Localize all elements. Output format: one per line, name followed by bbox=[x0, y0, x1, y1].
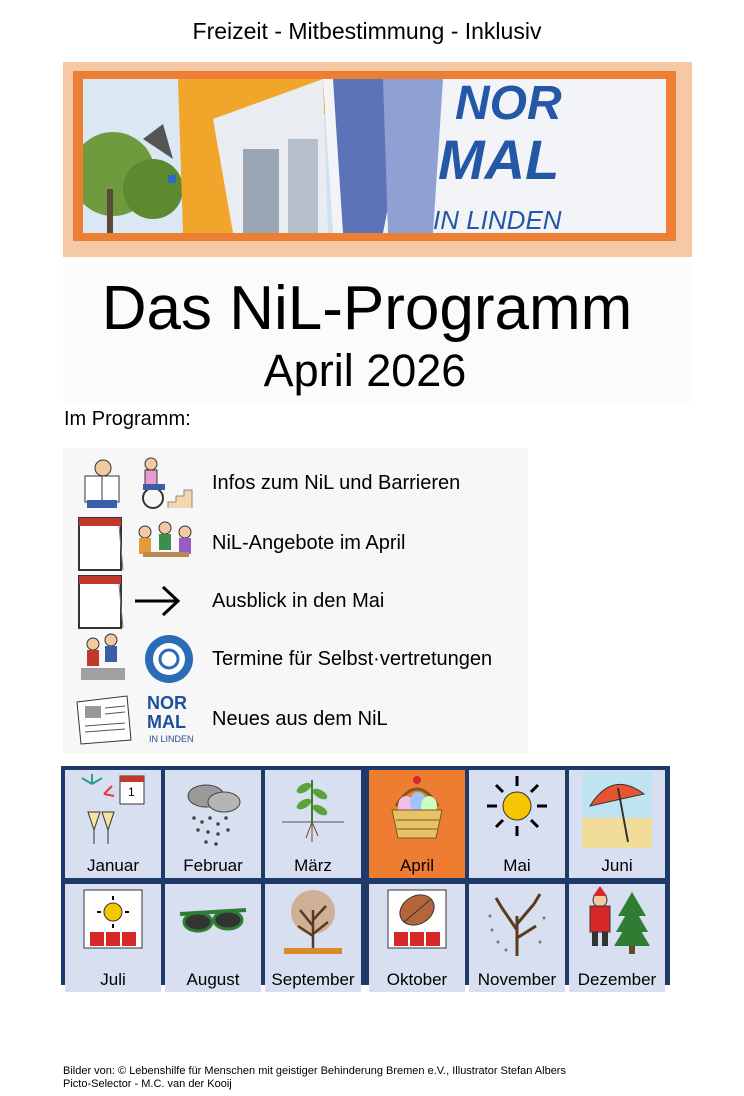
sun-icon bbox=[482, 772, 552, 852]
agenda-item bbox=[63, 572, 528, 630]
month-calendar bbox=[61, 766, 670, 989]
group-table-icon bbox=[139, 522, 191, 557]
month-label: April bbox=[399, 856, 434, 875]
month-dezember[interactable] bbox=[569, 884, 665, 992]
banner-sign-line2: MAL bbox=[438, 128, 560, 191]
agenda-item bbox=[63, 630, 528, 688]
month-label: März bbox=[294, 856, 332, 875]
month-label: Februar bbox=[183, 856, 243, 875]
month-label: November bbox=[477, 970, 557, 989]
arrow-right-icon bbox=[135, 587, 178, 615]
month-label: September bbox=[271, 970, 355, 989]
month-label: Juli bbox=[100, 970, 126, 989]
month-label: Dezember bbox=[577, 970, 657, 989]
calendar-icon bbox=[79, 518, 123, 570]
agenda-item bbox=[63, 514, 528, 572]
credits-line: Picto-Selector - M.C. van der Kooij bbox=[63, 1078, 232, 1090]
tagline: Freizeit - Mitbestimmung - Inklusiv bbox=[192, 18, 542, 44]
fireworks-calendar-icon bbox=[78, 772, 148, 852]
self-advocacy-seal-icon bbox=[145, 635, 193, 683]
credits-line: Bilder von: © Lebenshilfe für Menschen mit geistiger Behinderung Bremen e.V., Illustrator Stefan Albers bbox=[63, 1065, 566, 1077]
svg-text:1: 1 bbox=[128, 785, 135, 799]
banner-frame bbox=[63, 62, 692, 257]
banner-sign-line3: IN LINDEN bbox=[433, 205, 562, 233]
autumn-leaf-calendar-icon bbox=[382, 886, 452, 966]
month-label: Januar bbox=[87, 856, 139, 875]
normal-logo-line2: MAL bbox=[147, 712, 186, 732]
month-februar[interactable] bbox=[165, 770, 261, 878]
month-label: Juni bbox=[601, 856, 633, 875]
autumn-tree-icon bbox=[278, 886, 348, 966]
newspaper-icon bbox=[77, 696, 131, 744]
page-subtitle: April 2026 bbox=[263, 345, 467, 396]
month-label: Oktober bbox=[386, 970, 448, 989]
agenda-item-label: Termine für Selbst·vertretungen bbox=[212, 648, 493, 670]
easter-basket-icon bbox=[382, 772, 452, 852]
santa-tree-icon bbox=[582, 886, 652, 966]
agenda-heading: Im Programm: bbox=[64, 408, 191, 430]
agenda-item-label: Neues aus dem NiL bbox=[212, 708, 388, 730]
banner-photo bbox=[83, 79, 666, 233]
calendar-icon bbox=[79, 576, 123, 628]
reading-person-icon bbox=[85, 460, 119, 508]
agenda-item-label: NiL-Angebote im April bbox=[212, 532, 406, 554]
meeting-icon bbox=[81, 634, 125, 680]
month-november[interactable] bbox=[469, 884, 565, 992]
normal-logo-icon bbox=[147, 693, 194, 744]
month-september[interactable] bbox=[265, 884, 361, 992]
month-januar[interactable] bbox=[65, 770, 161, 878]
agenda-item bbox=[63, 690, 528, 748]
sunglasses-icon bbox=[178, 886, 248, 966]
normal-logo-line3: IN LINDEN bbox=[149, 734, 194, 744]
month-juli[interactable] bbox=[65, 884, 161, 992]
normal-logo-line1: NOR bbox=[147, 693, 187, 713]
month-oktober[interactable] bbox=[369, 884, 465, 992]
month-mai[interactable] bbox=[469, 770, 565, 878]
sprout-icon bbox=[278, 772, 348, 852]
month-juni[interactable] bbox=[569, 770, 665, 878]
banner-sign-line1: NOR bbox=[455, 79, 562, 130]
agenda-item-label: Infos zum NiL und Barrieren bbox=[212, 472, 461, 494]
snow-cloud-icon bbox=[178, 772, 248, 852]
bare-tree-icon bbox=[482, 886, 552, 966]
agenda-item bbox=[63, 454, 528, 512]
month-label: August bbox=[186, 970, 240, 989]
agenda-item-label: Ausblick in den Mai bbox=[212, 590, 385, 612]
page-title: Das NiL-Programm bbox=[101, 274, 633, 343]
month-april[interactable] bbox=[369, 770, 465, 878]
banner-border bbox=[73, 71, 676, 241]
wheelchair-stairs-icon bbox=[143, 458, 192, 508]
agenda-list bbox=[63, 448, 528, 753]
beach-umbrella-icon bbox=[582, 772, 652, 852]
summer-calendar-icon bbox=[78, 886, 148, 966]
month-maerz[interactable] bbox=[265, 770, 361, 878]
month-august[interactable] bbox=[165, 884, 261, 992]
image-credits bbox=[63, 1065, 566, 1091]
month-label: Mai bbox=[503, 856, 531, 875]
